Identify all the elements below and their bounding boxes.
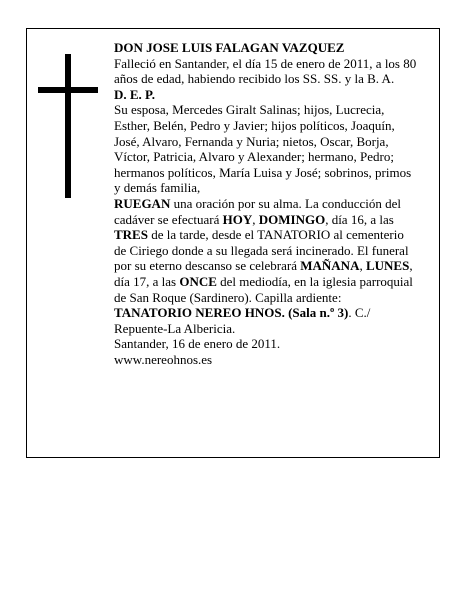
hoy-word: HOY <box>222 211 253 227</box>
domingo-word: DOMINGO <box>258 211 326 227</box>
funeral-text-2: , día 16, a las <box>325 211 394 227</box>
funeral-text-5: del mediodía, en la iglesia parroquial de San Roque (Sardinero). Capilla ardiente: <box>114 273 413 305</box>
rest-in-peace: D. E. P. <box>114 86 156 102</box>
once-word: ONCE <box>179 273 217 289</box>
deceased-name: DON JOSE LUIS FALAGAN VAZQUEZ <box>114 40 345 55</box>
obituary-text <box>114 40 419 367</box>
separator-2: , <box>359 258 366 274</box>
cross-vertical-bar <box>65 54 71 198</box>
ruegan-word: RUEGAN <box>114 195 171 211</box>
funeral-text-4: , día 17, a las <box>114 258 413 289</box>
funeral-text-6: . C./ Repuente-La Albericia. <box>114 305 371 336</box>
cross-icon <box>38 54 98 198</box>
funeral-text-3: de la tarde, desde el TANATORIO al cementerio de Ciriego donde a su llegada será incinerado. El funeral por su eterno descanso se celebrará <box>114 227 409 274</box>
tanatorio-name: TANATORIO NEREO HNOS. (Sala n.º 3) <box>114 305 349 321</box>
death-statement: Falleció en Santander, el día 15 de enero de 2011, a los 80 años de edad, habiendo recibido los SS. SS. y la B. A. <box>114 55 417 87</box>
website-link[interactable]: www.nereohnos.es <box>114 351 213 367</box>
funeral-text-1: una oración por su alma. La conducción del cadáver se efectuará <box>114 195 402 227</box>
lunes-word: LUNES <box>365 258 410 274</box>
manana-word: MAÑANA <box>300 258 360 274</box>
family-list: Su esposa, Mercedes Giralt Salinas; hijos, Lucrecia, Esther, Belén, Pedro y Javier; hijos políticos, Joaquín, José, Alvaro, Fernanda y Nuria; nietos, Oscar, Borja, Víctor, Patricia, Alvaro y Alexander; hermano, Pedro; hermanos políticos, María Luisa y José; sobrinos, primos y demás familia, <box>114 102 412 196</box>
separator-1: , <box>252 211 259 227</box>
date-line: Santander, 16 de enero de 2011. <box>114 336 281 352</box>
tres-word: TRES <box>114 227 148 243</box>
funeral-details <box>114 196 419 336</box>
cross-horizontal-bar <box>38 87 98 93</box>
